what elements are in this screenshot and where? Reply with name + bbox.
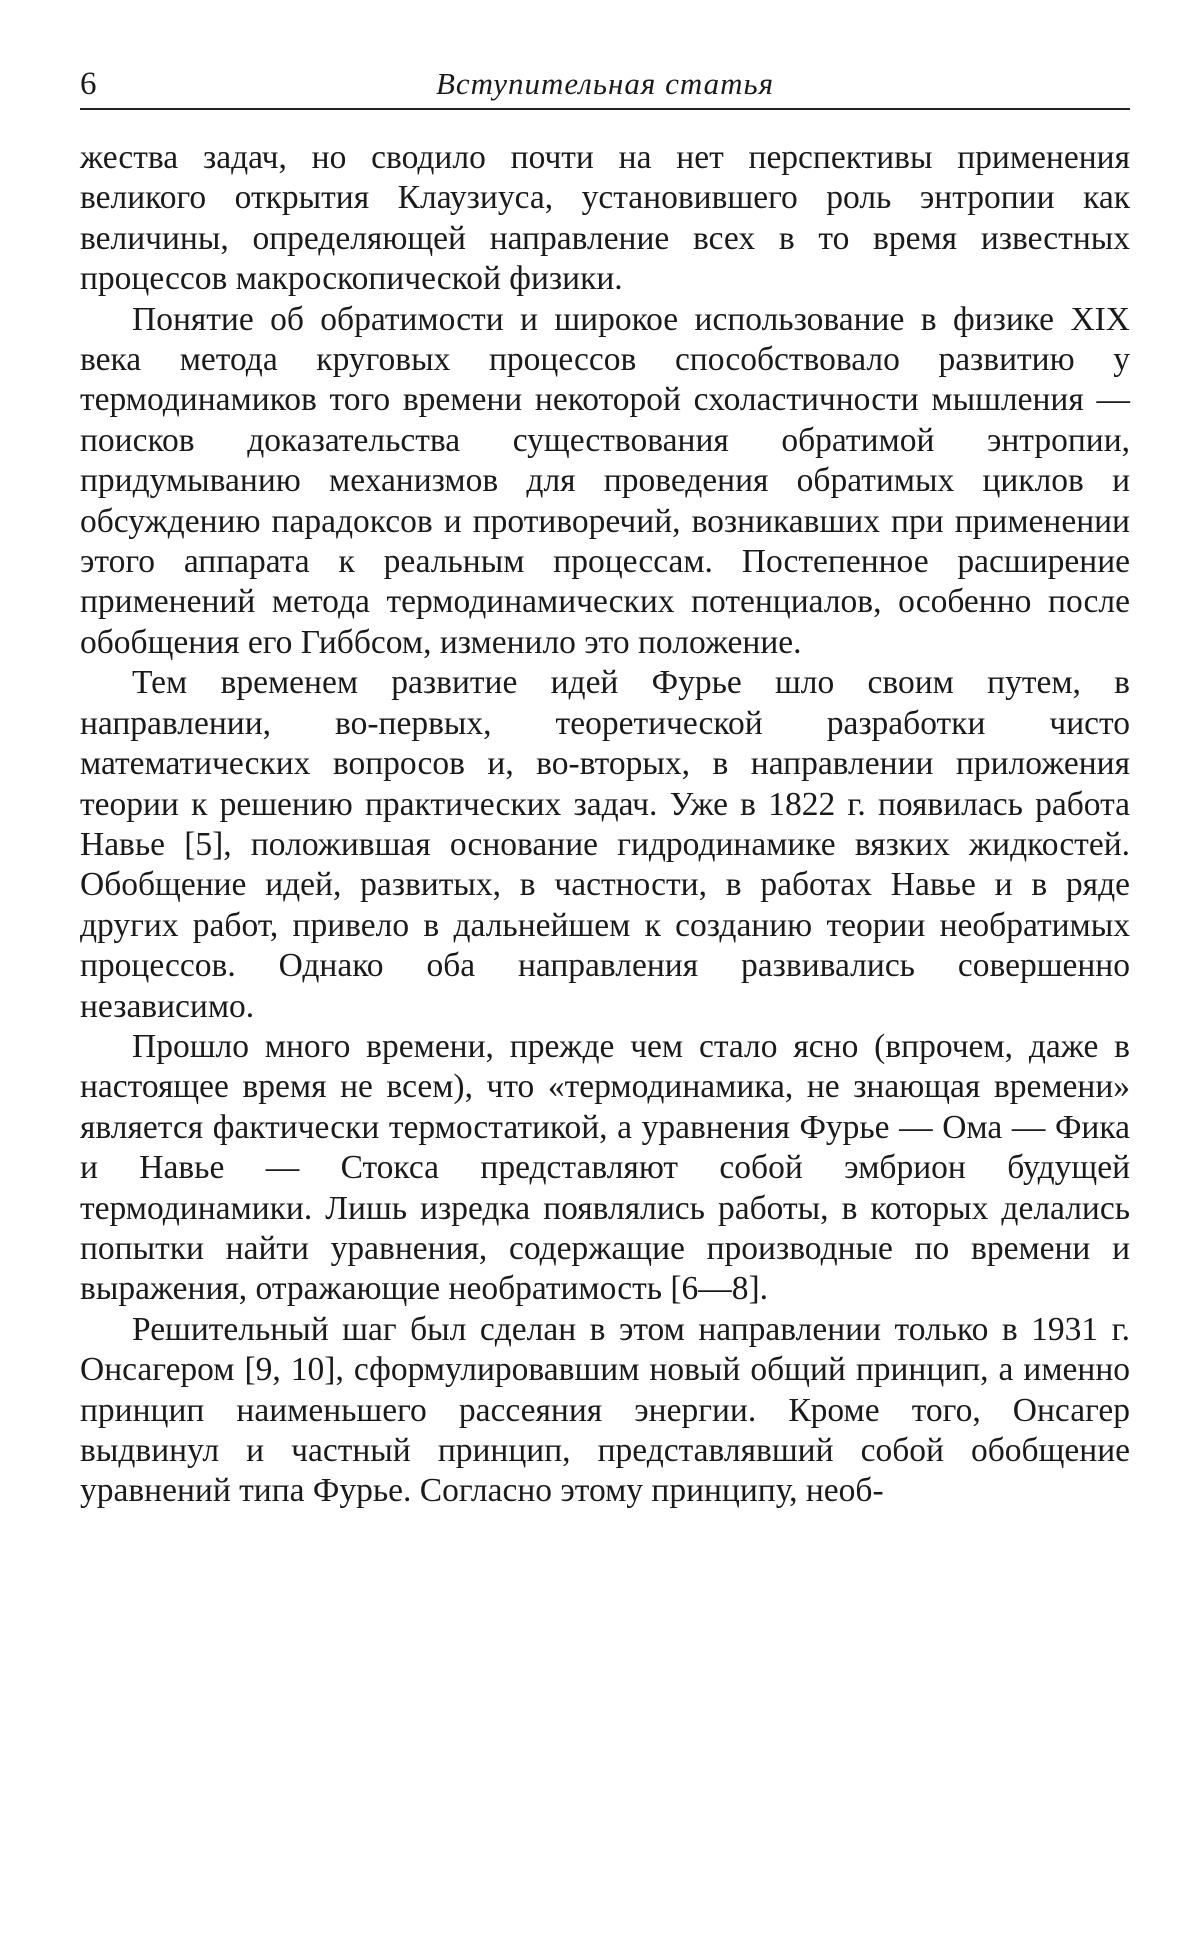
running-title: Вступительная статья: [435, 66, 775, 101]
running-head: [80, 62, 1130, 106]
paragraph: Решительный шаг был сделан в этом направлении только в 1931 г. Онсагером [9, 10], сформулировавшим новый общий принцип, а именно принцип наименьшего рассеяния энергии. Кроме того, Онсагер выдвинул и частный принцип, представлявший собой обобщение уравнений типа Фурье. Согласно этому принципу, необ-: [80, 1310, 1130, 1510]
paragraph: Понятие об обратимости и широкое использование в физике XIX века метода круговых процессов способствовало развитию у термодинамиков того времени некоторой схоластичности мышления — поисков доказательства существования обратимой энтропии, придумыванию механизмов для проведения обратимых циклов и обсуждению парадоксов и противоречий, возникавших при применении этого аппарата к реальным процессам. Постепенное расширение применений метода термодинамических потенциалов, особенно после обобщения его Гиббсом, изменило это положение.: [80, 300, 1130, 661]
paragraph: Тем временем развитие идей Фурье шло своим путем, в направлении, во-первых, теоретической разработки чисто математических вопросов и, во-вторых, в направлении приложения теории к решению практических задач. Уже в 1822 г. появилась работа Навье [5], положившая основание гидродинамике вязких жидкостей. Обобщение идей, развитых, в частности, в работах Навье и в ряде других работ, привело в дальнейшем к созданию теории необратимых процессов. Однако оба направления развивались совершенно независимо.: [80, 664, 1130, 1025]
paragraph: Прошло много времени, прежде чем стало ясно (впрочем, даже в настоящее время не всем), что «термодинамика, не знающая времени» является фактически термостатикой, а уравнения Фурье — Ома — Фика и Навье — Стокса представляют собой эмбрион будущей термодинамики. Лишь изредка появлялись работы, в которых делались попытки найти уравнения, содержащие производные по времени и выражения, отражающие необратимость [6—8].: [80, 1027, 1130, 1308]
paragraph-continuation: жества задач, но сводило почти на нет перспективы применения великого открытия Клаузиуса, установившего роль энтропии как величины, определяющей направление всех в то время известных процессов макроскопической физики.: [80, 139, 1130, 298]
header-rule: [80, 108, 1130, 110]
page-number: 6: [80, 66, 97, 102]
body-text: [80, 138, 1130, 1512]
book-page: [80, 62, 1130, 1512]
